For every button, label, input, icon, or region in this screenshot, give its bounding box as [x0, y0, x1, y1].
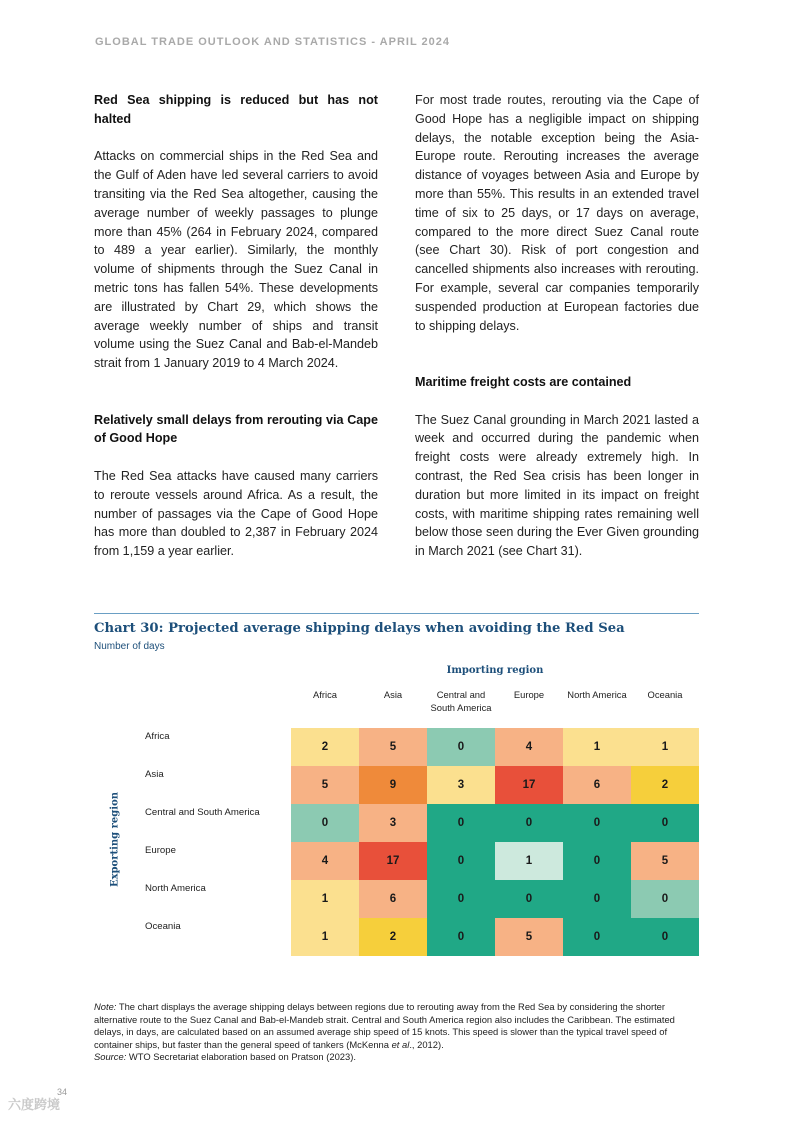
x-axis-title: Importing region	[446, 665, 544, 676]
heatmap-cell: 5	[631, 842, 699, 880]
paragraph: The Suez Canal grounding in March 2021 lasted a week and occurred during the pandemic when freight costs were already extremely high. In contrast, the Red Sea crisis has been longer in duration but more limited in its impact on freight costs, with maritime shipping rates remaining well below those seen during the Ever Given grounding in March 2021 (see Chart 31).	[415, 412, 699, 559]
page-number: 34	[57, 1087, 68, 1097]
heatmap-cell: 1	[631, 728, 699, 766]
heatmap-cell: 0	[495, 804, 563, 842]
heatmap-cell: 1	[495, 842, 563, 880]
section-heading-rerouting: Relatively small delays from rerouting via Cape of Good Hope	[94, 412, 378, 446]
column-header: Africa	[313, 689, 337, 700]
running-header: GLOBAL TRADE OUTLOOK AND STATISTICS - APRIL 2024	[95, 36, 451, 48]
source-paragraph	[94, 1051, 700, 1064]
heatmap-cell: 0	[427, 880, 495, 918]
chart-top-rule	[94, 613, 699, 614]
heatmap-cell: 2	[291, 728, 359, 766]
note-paragraph	[94, 1001, 700, 1051]
heatmap-cell: 0	[291, 804, 359, 842]
left-column	[94, 91, 378, 580]
row-header: Asia	[145, 769, 164, 780]
column-header: North America	[567, 689, 627, 700]
chart-subtitle: Number of days	[94, 641, 165, 652]
heatmap-grid	[291, 728, 699, 956]
row-header: Europe	[145, 845, 176, 856]
heatmap-cell: 0	[631, 880, 699, 918]
heatmap-cell: 0	[563, 842, 631, 880]
paragraph: Attacks on commercial ships in the Red Sea and the Gulf of Aden have led several carriers to avoid transiting via the Red Sea altogether, causing the average number of weekly passages to plunge more than 45% (264 in February 2024, compared to 489 a year earlier). Similarly, the monthly volume of shipments through the Suez Canal in metric tons has fallen 54%. These developments are illustrated by Chart 29, which shows the average weekly number of ships and transit volume using the Suez Canal and Bab-el-Mandeb strait from 1 January 2019 to 4 March 2024.	[94, 149, 378, 371]
row-header: Africa	[145, 731, 170, 742]
column-header: Oceania	[647, 689, 683, 700]
y-axis-title: Exporting region	[109, 791, 121, 888]
right-column	[415, 91, 699, 580]
source-label-text: Source:	[94, 1051, 127, 1063]
heatmap-cell: 4	[291, 842, 359, 880]
source-text: WTO Secretariat elaboration based on Pratson (2023).	[126, 1051, 356, 1063]
heatmap-cell: 0	[563, 804, 631, 842]
note-label: Note:	[94, 1001, 117, 1012]
note-text: The chart displays the average shipping delays between regions due to rerouting away from the Red Sea by considering the shorter alternative route to the Suez Canal and Bab-el-Mandeb strait. Central and South America region also includes the Caribbean. The estimated delays, in days, are calculated based on an assumed average ship speed of 15 knots. This speed is slower than the typical travel speed of container ships, but faster than the general speed of tankers (McKenna	[94, 1001, 675, 1050]
note-text-end: ., 2012).	[409, 1038, 444, 1050]
row-header: Central and South America	[145, 807, 260, 818]
heatmap-cell: 0	[563, 918, 631, 956]
chart-title: Chart 30: Projected average shipping delays when avoiding the Red Sea	[94, 621, 625, 636]
section-heading-red-sea: Red Sea shipping is reduced but has not halted	[94, 93, 378, 126]
column-header: Asia	[383, 689, 403, 700]
heatmap-cell: 0	[631, 918, 699, 956]
heatmap-cell: 0	[427, 918, 495, 956]
heatmap-cell: 5	[291, 766, 359, 804]
heatmap-cell: 9	[359, 766, 427, 804]
heatmap-cell: 1	[563, 728, 631, 766]
heatmap-cell: 0	[495, 880, 563, 918]
heatmap-cell: 5	[359, 728, 427, 766]
chart-note	[94, 1001, 700, 1064]
heatmap-cell: 5	[495, 918, 563, 956]
heatmap-cell: 2	[359, 918, 427, 956]
heatmap-cell: 0	[631, 804, 699, 842]
heatmap-cell: 3	[427, 766, 495, 804]
paragraph: The Red Sea attacks have caused many carriers to reroute vessels around Africa. As a result, the number of passages via the Cape of Good Hope has more than doubled to 2,387 in February 2024 from 1,159 a year earlier.	[94, 468, 378, 559]
heatmap-cell: 1	[291, 880, 359, 918]
paragraph: For most trade routes, rerouting via the Cape of Good Hope has a negligible impact on shipping delays, the notable exception being the Asia-Europe route. Rerouting increases the average distance of voyages between Asia and Europe by more than 55%. This results in an extended travel time of six to 25 days, or 17 days on average, compared to the more direct Suez Canal route (see Chart 30). Risk of port congestion and cancelled shipments also increases with rerouting. For example, several car companies temporarily suspended production at European factories due to shipping delays.	[415, 93, 699, 333]
note-et-al: et al	[391, 1038, 410, 1050]
heatmap-cell: 3	[359, 804, 427, 842]
watermark: 六度跨境	[8, 1097, 61, 1112]
row-header: North America	[145, 883, 206, 894]
row-header: Oceania	[145, 921, 181, 932]
heatmap-cell: 0	[427, 842, 495, 880]
column-header: Europe	[513, 689, 545, 700]
heatmap-cell: 17	[495, 766, 563, 804]
heatmap-cell: 17	[359, 842, 427, 880]
section-heading-freight-costs: Maritime freight costs are contained	[415, 374, 632, 389]
heatmap-cell: 1	[291, 918, 359, 956]
column-header: Central and South America	[430, 689, 492, 713]
heatmap-cell: 4	[495, 728, 563, 766]
heatmap-cell: 2	[631, 766, 699, 804]
heatmap-cell: 6	[563, 766, 631, 804]
heatmap-cell: 0	[427, 804, 495, 842]
heatmap-cell: 0	[563, 880, 631, 918]
heatmap-cell: 6	[359, 880, 427, 918]
heatmap-cell: 0	[427, 728, 495, 766]
